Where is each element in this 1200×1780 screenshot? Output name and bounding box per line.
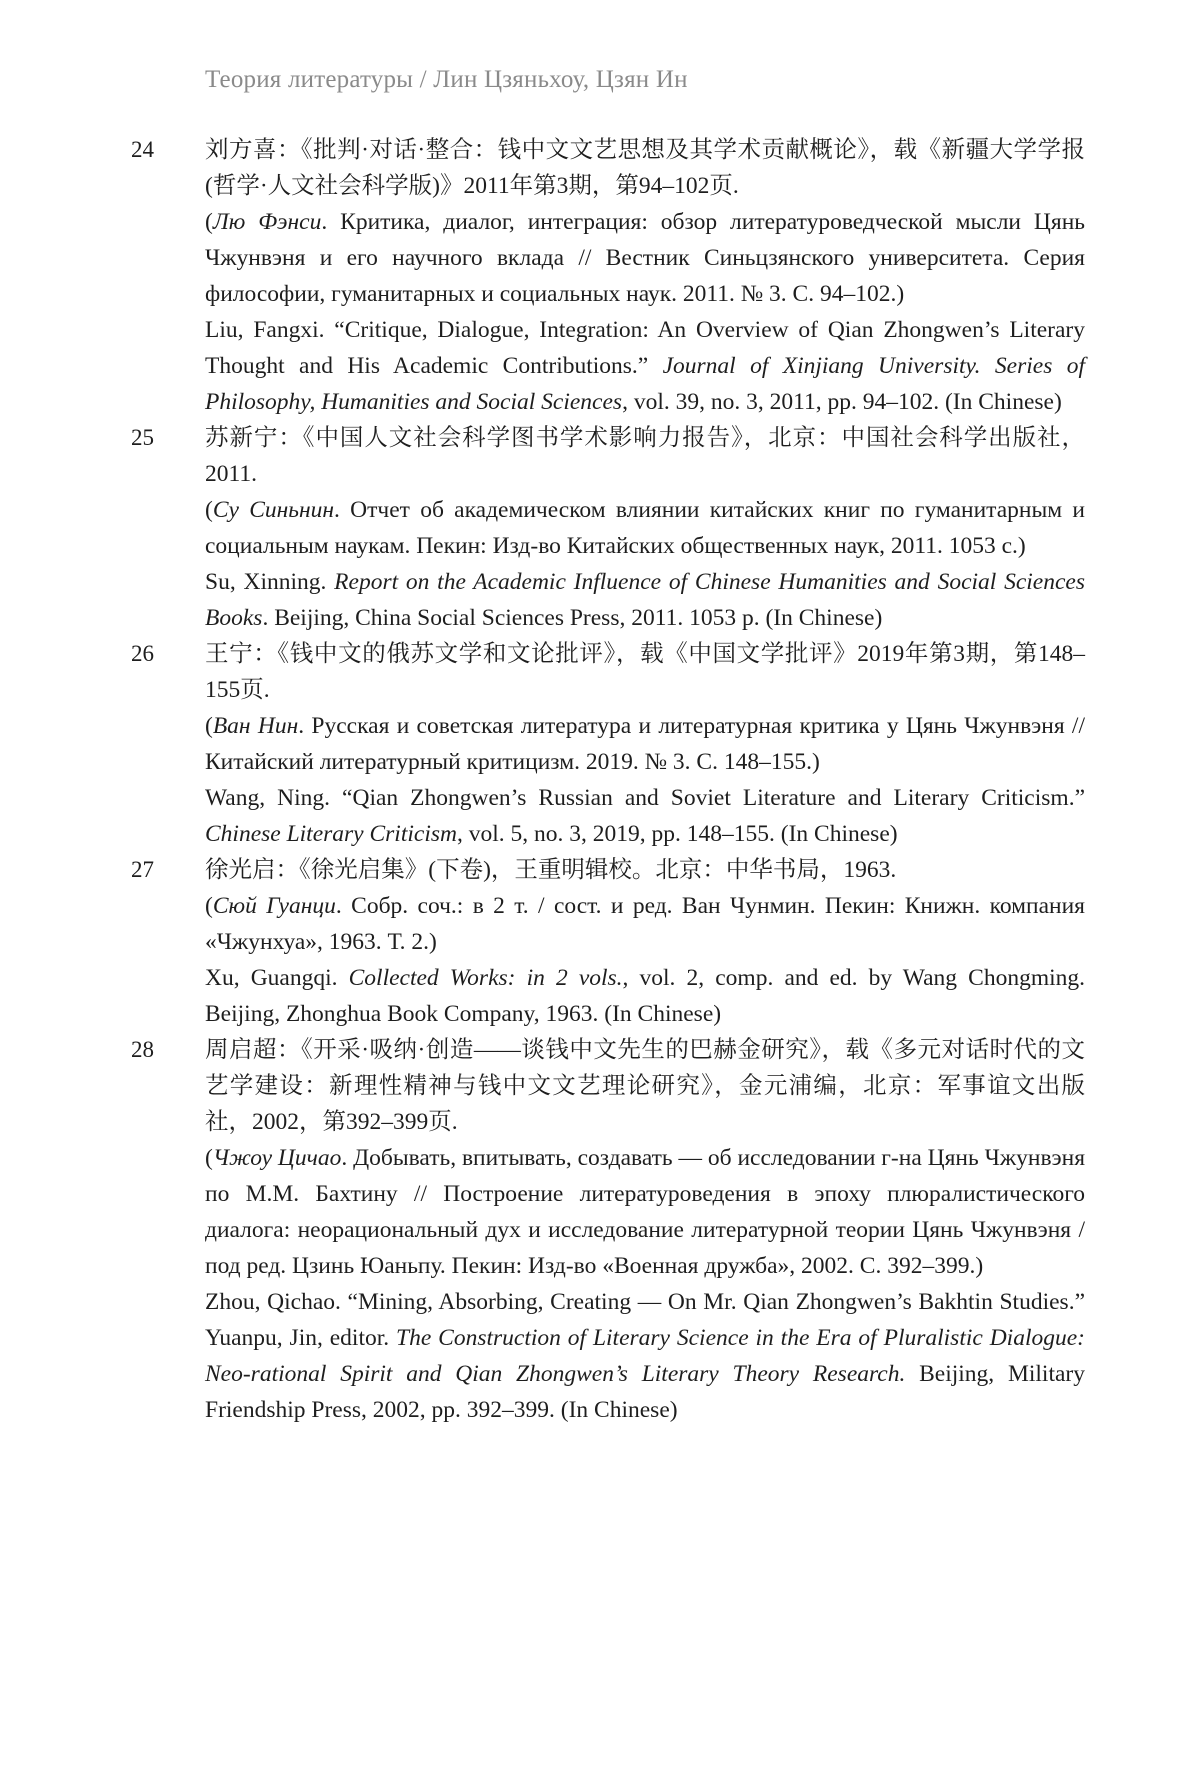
english-translation <box>205 564 1085 636</box>
running-header: Теория литературы / Лин Цзяньхоу, Цзян Ин <box>205 66 688 93</box>
chinese-citation <box>205 1032 1085 1140</box>
russian-translation <box>205 1140 1085 1284</box>
chinese-citation <box>205 636 1085 708</box>
text-segment: ( <box>205 893 213 919</box>
italic-text-segment: Chinese Literary Criticism <box>205 821 457 847</box>
chinese-citation <box>205 420 1085 492</box>
italic-text-segment: Report on the Academic Influence of Chinese Humanities and Social Sciences Books <box>205 569 1085 631</box>
text-segment: ( <box>205 713 213 739</box>
text-segment: Beijing, Military Friendship Press, 2002, pp. 392–399. (In Chinese) <box>205 1361 1085 1423</box>
bibliography-list <box>131 132 1085 1428</box>
bibliography-entry <box>131 132 1085 420</box>
text-segment: . Критика, диалог, интеграция: обзор литературоведческой мысли Цянь Чжунвэня и его научного вклада // Вестник Синьцзянского университета. Серия философии, гуманитарных и социальных наук. 2011. № 3. С. 94–102.) <box>205 209 1085 307</box>
text-segment: 徐光启：《徐光启集》(下卷)，王重明辑校。北京：中华书局，1963. <box>205 857 897 883</box>
text-segment: 王宁：《钱中文的俄苏文学和文论批评》，载《中国文学批评》2019年第3期，第148–155页. <box>205 641 1085 703</box>
italic-text-segment: Сюй Гуанци <box>212 893 336 919</box>
text-segment: . Собр. соч.: в 2 т. / сост. и ред. Ван Чунмин. Пекин: Книжн. компания «Чжунхуа», 1963. Т. 2.) <box>205 893 1085 955</box>
english-translation <box>205 780 1085 852</box>
text-segment: 苏新宁：《中国人文社会科学图书学术影响力报告》，北京：中国社会科学出版社，2011. <box>205 425 1085 487</box>
text-segment: Zhou, Qichao. “Mining, Absorbing, Creating — On Mr. Qian Zhongwen’s Bakhtin Studies.” Yuanpu, Jin, editor. <box>205 1289 1085 1351</box>
italic-text-segment: Collected Works: in 2 vols. <box>348 965 623 991</box>
bibliography-entry <box>131 420 1085 636</box>
text-segment: . Beijing, China Social Sciences Press, 2011. 1053 p. (In Chinese) <box>262 605 883 631</box>
italic-text-segment: Чжоу Цичао <box>212 1145 342 1171</box>
text-segment: 周启超：《开采·吸纳·创造——谈钱中文先生的巴赫金研究》，载《多元对话时代的文艺学建设：新理性精神与钱中文文艺理论研究》，金元浦编，北京：军事谊文出版社，2002，第392–399页. <box>205 1037 1085 1135</box>
chinese-citation <box>205 852 1085 888</box>
english-translation <box>205 312 1085 420</box>
text-segment: , vol. 39, no. 3, 2011, pp. 94–102. (In Chinese) <box>622 389 1062 415</box>
entry-text <box>205 1032 1085 1428</box>
text-segment: Su, Xinning. <box>205 569 335 595</box>
text-segment: . Русская и советская литература и литературная критика у Цянь Чжунвэня // Китайский литературный критицизм. 2019. № 3. С. 148–155.) <box>205 713 1085 775</box>
russian-translation <box>205 204 1085 312</box>
italic-text-segment: Лю Фэнси <box>212 209 322 235</box>
entry-number: 28 <box>131 1037 154 1062</box>
text-segment: Liu, Fangxi. “Critique, Dialogue, Integration: An Overview of Qian Zhongwen’s Literary Thought and His Academic Contributions.” <box>205 317 1085 379</box>
bibliography-entry <box>131 852 1085 1032</box>
entry-number: 24 <box>131 137 154 162</box>
text-segment: 刘方喜：《批判·对话·整合：钱中文文艺思想及其学术贡献概论》，载《新疆大学学报(哲学·人文社会科学版)》2011年第3期，第94–102页. <box>205 137 1085 199</box>
italic-text-segment: Journal of Xinjiang University. Series of Philosophy, Humanities and Social Sciences <box>205 353 1085 415</box>
english-translation <box>205 1284 1085 1428</box>
entry-number: 26 <box>131 641 154 666</box>
italic-text-segment: Су Синьнин <box>212 497 335 523</box>
bibliography-entry <box>131 1032 1085 1428</box>
text-segment: Xu, Guangqi. <box>205 965 349 991</box>
bibliography-entry <box>131 636 1085 852</box>
text-segment: , vol. 2, comp. and ed. by Wang Chongming. Beijing, Zhonghua Book Company, 1963. (In Chinese) <box>205 965 1085 1027</box>
entry-text <box>205 852 1085 1032</box>
chinese-citation <box>205 132 1085 204</box>
entry-text <box>205 420 1085 636</box>
russian-translation <box>205 708 1085 780</box>
text-segment: . Добывать, впитывать, создавать — об исследовании г-на Цянь Чжунвэня по М.М. Бахтину // Построение литературоведения в эпоху плюралистического диалога: неорациональный дух и исследование литературной теории Цянь Чжунвэня / под ред. Цзинь Юаньпу. Пекин: Изд-во «Военная дружба», 2002. С. 392–399.) <box>205 1145 1086 1279</box>
text-segment: , vol. 5, no. 3, 2019, pp. 148–155. (In Chinese) <box>456 821 898 847</box>
text-segment: Wang, Ning. “Qian Zhongwen’s Russian and Soviet Literature and Literary Criticism.” <box>205 785 1085 811</box>
text-segment: ( <box>205 1145 213 1171</box>
entry-number: 25 <box>131 425 154 450</box>
italic-text-segment: The Construction of Literary Science in the Era of Pluralistic Dialogue: Neo-rational Spirit and Qian Zhongwen’s Literary Theory Research. <box>205 1325 1085 1387</box>
text-segment: ( <box>205 209 213 235</box>
text-segment: ( <box>205 497 213 523</box>
entry-number: 27 <box>131 857 154 882</box>
english-translation <box>205 960 1085 1032</box>
entry-text <box>205 636 1085 852</box>
entry-text <box>205 132 1085 420</box>
italic-text-segment: Ван Нин <box>212 713 299 739</box>
text-segment: . Отчет об академическом влиянии китайских книг по гуманитарным и социальным наукам. Пекин: Изд-во Китайских общественных наук, 2011. 1053 с.) <box>205 497 1085 559</box>
russian-translation <box>205 888 1085 960</box>
russian-translation <box>205 492 1085 564</box>
